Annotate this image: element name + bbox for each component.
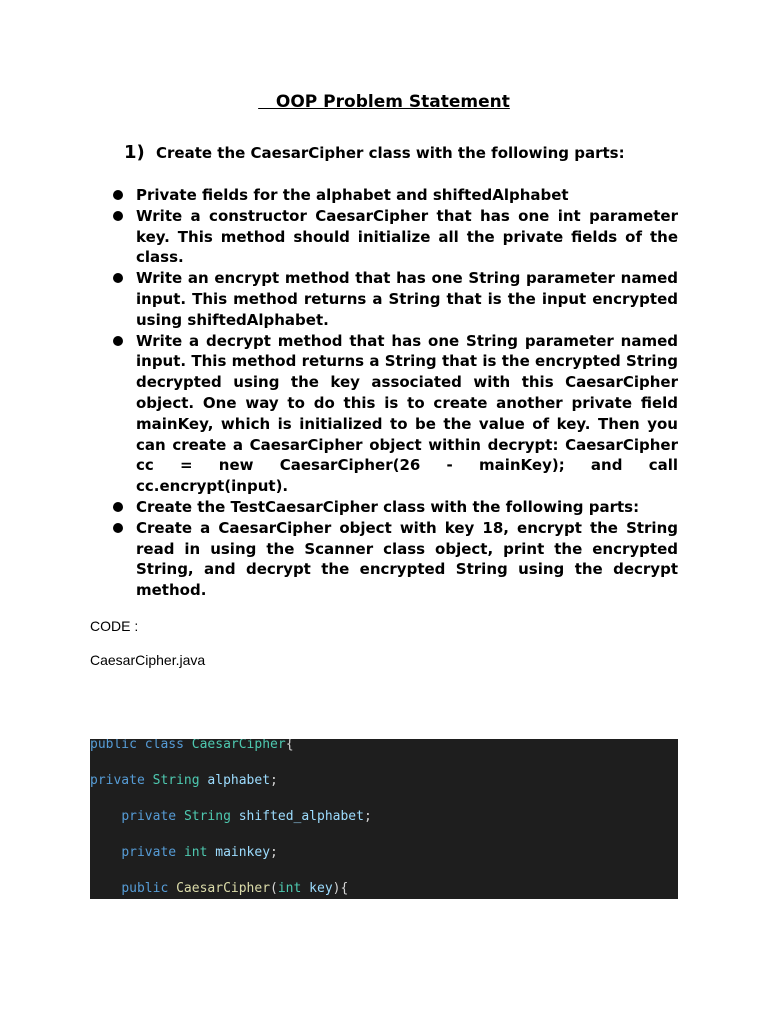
code-punctuation: ;: [270, 845, 278, 860]
question-text: Create the CaesarCipher class with the following parts:: [156, 144, 625, 162]
code-block: [90, 739, 678, 899]
code-punctuation: (: [270, 881, 278, 896]
question-number: 1): [124, 142, 145, 163]
list-item-text: Create the TestCaesarCipher class with the following parts:: [136, 497, 640, 516]
code-keyword: private: [90, 773, 145, 788]
code-identifier: key: [309, 881, 333, 896]
list-item: [110, 331, 678, 497]
question-heading: [124, 142, 625, 163]
code-line: [90, 881, 348, 896]
list-item: [110, 518, 678, 601]
bullet-icon: [113, 211, 123, 221]
code-line: [90, 845, 278, 860]
code-indent: [90, 845, 121, 860]
code-punctuation: {: [285, 739, 294, 752]
document-title: OOP Problem Statement: [258, 92, 510, 112]
list-item: [110, 497, 678, 518]
code-label: CODE :: [90, 618, 139, 634]
requirements-list: [110, 185, 678, 601]
code-punctuation: ){: [332, 881, 349, 896]
list-item: [110, 268, 678, 330]
code-class-name: CaesarCipher: [191, 739, 286, 752]
code-type: String: [152, 773, 200, 788]
code-punctuation: ;: [270, 773, 278, 788]
code-punctuation: ;: [363, 809, 372, 824]
code-function-name: CaesarCipher: [176, 881, 271, 896]
code-type: int: [277, 881, 302, 896]
code-indent: [90, 881, 121, 896]
list-item-text: Write a constructor CaesarCipher that has one int parameter key. This method should initialize all the private fields of the class.: [136, 206, 678, 267]
code-line: [90, 809, 372, 824]
filename-label: CaesarCipher.java: [90, 652, 206, 668]
code-keyword: private: [121, 845, 177, 860]
list-item: [110, 185, 678, 206]
code-identifier: shifted_alphabet: [238, 809, 364, 824]
code-identifier: alphabet: [207, 773, 271, 788]
code-keyword: private: [121, 809, 177, 824]
list-item-text: Write an encrypt method that has one String parameter named input. This method returns a String that is the input encrypted using shiftedAlphabet.: [136, 269, 678, 329]
bullet-icon: [113, 502, 123, 512]
code-identifier: mainkey: [215, 845, 271, 860]
code-type: String: [183, 809, 231, 824]
list-item: [110, 206, 678, 268]
code-line: [90, 739, 294, 752]
bullet-icon: [113, 336, 123, 346]
code-keyword: public: [90, 739, 137, 752]
code-line: [90, 773, 278, 788]
list-item-text: Create a CaesarCipher object with key 18, encrypt the String read in using the Scanner class object, print the encrypted String, and decrypt the encrypted String using the decrypt method.: [136, 518, 678, 600]
code-keyword: public: [121, 881, 169, 896]
list-item-text: Write a decrypt method that has one String parameter named input. This method returns a String that is the encrypted String decrypted using the key associated with this CaesarCipher object. One way to do this is to create another private field mainKey, which is initialized to be the value of key. Then you can create a CaesarCipher object within decrypt: CaesarCipher cc = new CaesarCipher(26 - mainKey); and call cc.encrypt(input).: [136, 331, 678, 496]
bullet-icon: [113, 273, 123, 283]
code-indent: [90, 809, 121, 824]
code-type: int: [183, 845, 208, 860]
code-keyword: class: [144, 739, 184, 752]
list-item-text: Private fields for the alphabet and shiftedAlphabet: [136, 186, 569, 204]
bullet-icon: [113, 190, 123, 200]
bullet-icon: [113, 523, 123, 533]
